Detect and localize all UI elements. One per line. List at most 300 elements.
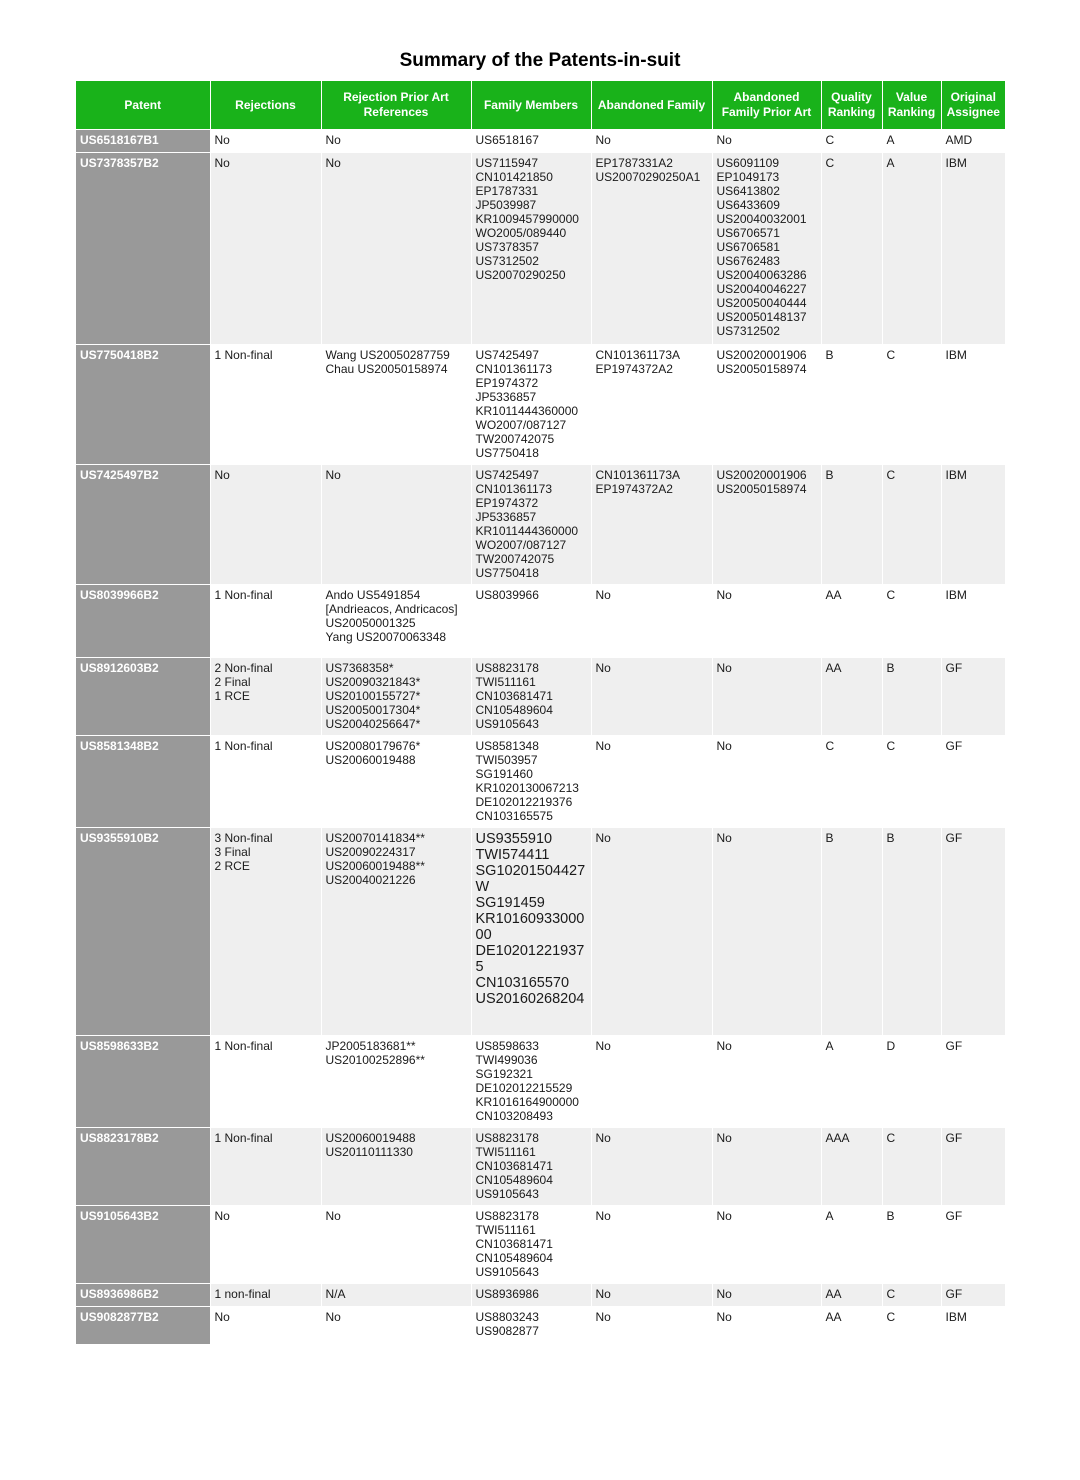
family-members-cell xyxy=(471,1128,591,1206)
assignee-cell xyxy=(941,1036,1005,1128)
value-ranking-cell xyxy=(882,345,941,465)
cell-line: US6433609 xyxy=(716,198,780,212)
cell-line: AA xyxy=(825,661,842,675)
cell-line: US8912603B2 xyxy=(80,661,159,675)
table-row xyxy=(76,1036,1005,1128)
header-original-assignee: Original Assignee xyxy=(941,81,1005,130)
cell-line: TWI503957 xyxy=(475,753,538,767)
table-row xyxy=(76,465,1005,585)
assignee-cell xyxy=(941,1128,1005,1206)
cell-line: US20050158974 xyxy=(716,362,807,376)
cell-line: US20090321843* xyxy=(325,675,421,689)
abandoned-family-cell xyxy=(591,345,712,465)
assignee-cell xyxy=(941,736,1005,828)
value-ranking-cell xyxy=(882,585,941,658)
cell-line: US20020001906 xyxy=(716,468,807,482)
cell-line: US7115947 xyxy=(475,156,538,170)
cell-line: C xyxy=(886,1287,896,1301)
cell-line: A xyxy=(825,1039,834,1053)
abandoned-family-cell xyxy=(591,153,712,345)
cell-line: B xyxy=(886,1209,895,1223)
abandoned-prior-art-cell xyxy=(712,1036,821,1128)
abandoned-prior-art-cell xyxy=(712,585,821,658)
family-members-cell xyxy=(471,1307,591,1344)
cell-line: US8581348B2 xyxy=(80,739,159,753)
cell-line: AA xyxy=(825,1287,842,1301)
cell-line: US20070141834** xyxy=(325,831,425,845)
cell-line: No xyxy=(325,1209,341,1223)
cell-line: EP1049173 xyxy=(716,170,780,184)
prior-art-cell xyxy=(321,658,471,736)
patent-number xyxy=(76,1206,210,1284)
cell-line: US7312502 xyxy=(475,254,539,268)
family-members-cell xyxy=(471,345,591,465)
cell-line: US20050040444 xyxy=(716,296,807,310)
cell-line: D xyxy=(886,1039,896,1053)
cell-line: US9105643 xyxy=(475,717,539,731)
cell-line: US8598633B2 xyxy=(80,1039,159,1053)
patent-number xyxy=(76,1128,210,1206)
family-members-cell xyxy=(471,465,591,585)
cell-line: SG192321 xyxy=(475,1067,533,1081)
cell-line: US7378357B2 xyxy=(80,156,159,170)
abandoned-family-cell xyxy=(591,828,712,1036)
cell-line: 1 Non-final xyxy=(214,348,273,362)
quality-ranking-cell xyxy=(821,1307,882,1344)
cell-line: Chau US20050158974 xyxy=(325,362,448,376)
prior-art-cell xyxy=(321,465,471,585)
prior-art-cell xyxy=(321,345,471,465)
cell-line: B xyxy=(886,661,895,675)
page-title: Summary of the Patents-in-suit xyxy=(399,50,681,71)
cell-line: CN101361173 xyxy=(475,362,553,376)
cell-line: CN101421850 xyxy=(475,170,553,184)
assignee-cell xyxy=(941,828,1005,1036)
cell-line: US6762483 xyxy=(716,254,780,268)
cell-line: SG10201504427W xyxy=(475,863,586,895)
cell-line: DE102012219375 xyxy=(475,943,585,975)
cell-line: GF xyxy=(945,831,963,845)
cell-line: 3 Non-final xyxy=(214,831,273,845)
cell-line: CN105489604 xyxy=(475,703,553,717)
cell-line: TWI499036 xyxy=(475,1053,538,1067)
cell-line: TWI511161 xyxy=(475,1145,536,1159)
cell-line: US7425497 xyxy=(475,468,539,482)
cell-line: DE102012215529 xyxy=(475,1081,573,1095)
cell-line: KR1011444360000 xyxy=(475,524,579,538)
cell-line: No xyxy=(214,133,230,147)
cell-line: US6706571 xyxy=(716,226,780,240)
cell-line: GF xyxy=(945,1039,963,1053)
patent-number xyxy=(76,465,210,585)
cell-line: SG191460 xyxy=(475,767,533,781)
family-members-cell xyxy=(471,828,591,1036)
abandoned-prior-art-cell xyxy=(712,153,821,345)
assignee-cell xyxy=(941,153,1005,345)
value-ranking-cell xyxy=(882,1206,941,1284)
cell-line: C xyxy=(886,468,896,482)
abandoned-prior-art-cell xyxy=(712,345,821,465)
cell-line: SG191459 xyxy=(475,895,545,911)
value-ranking-cell xyxy=(882,828,941,1036)
cell-line: US20100155727* xyxy=(325,689,421,703)
cell-line: US20040046227 xyxy=(716,282,807,296)
abandoned-family-cell xyxy=(591,130,712,153)
assignee-cell xyxy=(941,465,1005,585)
cell-line: No xyxy=(716,133,732,147)
prior-art-cell xyxy=(321,153,471,345)
cell-line: US6518167 xyxy=(475,133,539,147)
cell-line: Yang US20070063348 xyxy=(325,630,447,644)
header-family-members: Family Members xyxy=(471,81,591,130)
cell-line: No xyxy=(595,1310,611,1324)
cell-line: EP1974372A2 xyxy=(595,362,673,376)
header-value-ranking: Value Ranking xyxy=(882,81,941,130)
cell-line: US8039966B2 xyxy=(80,588,159,602)
cell-line: US20080179676* xyxy=(325,739,421,753)
rejections-cell xyxy=(210,1284,321,1307)
header-prior-art: Rejection Prior Art References xyxy=(321,81,471,130)
cell-line: GF xyxy=(945,1131,963,1145)
assignee-cell xyxy=(941,1307,1005,1344)
cell-line: No xyxy=(716,661,732,675)
cell-line: IBM xyxy=(945,348,967,362)
cell-line: KR1016164900000 xyxy=(475,1095,579,1109)
cell-line: US9105643 xyxy=(475,1265,539,1279)
cell-line: AMD xyxy=(945,133,973,147)
cell-line: C xyxy=(825,156,835,170)
cell-line: US20060019488 xyxy=(325,1131,416,1145)
patent-number xyxy=(76,736,210,828)
cell-line: C xyxy=(886,1131,896,1145)
quality-ranking-cell xyxy=(821,153,882,345)
table-row xyxy=(76,658,1005,736)
rejections-cell xyxy=(210,828,321,1036)
cell-line: CN101361173A xyxy=(595,348,681,362)
cell-line: No xyxy=(716,739,732,753)
cell-line: EP1974372 xyxy=(475,496,539,510)
cell-line: US8823178 xyxy=(475,661,539,675)
prior-art-cell xyxy=(321,736,471,828)
cell-line: US6518167B1 xyxy=(80,133,159,147)
table-row xyxy=(76,1307,1005,1344)
patents-table xyxy=(76,81,1006,1344)
cell-line: TWI511161 xyxy=(475,1223,536,1237)
cell-line: US6091109 xyxy=(716,156,779,170)
cell-line: CN103165575 xyxy=(475,809,553,823)
patent-number xyxy=(76,658,210,736)
cell-line: US7368358* xyxy=(325,661,394,675)
cell-line: US7425497 xyxy=(475,348,539,362)
header-row xyxy=(76,81,1005,130)
cell-line: US7750418B2 xyxy=(80,348,159,362)
cell-line: CN103681471 xyxy=(475,1237,553,1251)
cell-line: 2 RCE xyxy=(214,859,250,873)
cell-line: EP1974372A2 xyxy=(595,482,673,496)
cell-line: US20040032001 xyxy=(716,212,807,226)
cell-line: US20090224317 xyxy=(325,845,416,859)
table-row xyxy=(76,130,1005,153)
rejections-cell xyxy=(210,585,321,658)
cell-line: C xyxy=(886,588,896,602)
cell-line: IBM xyxy=(945,1310,967,1324)
table-row xyxy=(76,1284,1005,1307)
abandoned-prior-art-cell xyxy=(712,1128,821,1206)
cell-line: US20020001906 xyxy=(716,348,807,362)
quality-ranking-cell xyxy=(821,1036,882,1128)
cell-line: US6706581 xyxy=(716,240,780,254)
rejections-cell xyxy=(210,345,321,465)
patent-number xyxy=(76,1284,210,1307)
cell-line: IBM xyxy=(945,588,967,602)
cell-line: N/A xyxy=(325,1287,346,1301)
table-row xyxy=(76,345,1005,465)
patent-number xyxy=(76,585,210,658)
cell-line: US7378357 xyxy=(475,240,539,254)
rejections-cell xyxy=(210,1128,321,1206)
header-patent: Patent xyxy=(76,81,210,130)
abandoned-family-cell xyxy=(591,1284,712,1307)
value-ranking-cell xyxy=(882,1284,941,1307)
cell-line: No xyxy=(325,1310,341,1324)
abandoned-family-cell xyxy=(591,736,712,828)
quality-ranking-cell xyxy=(821,736,882,828)
cell-line: EP1787331 xyxy=(475,184,539,198)
value-ranking-cell xyxy=(882,1128,941,1206)
cell-line: No xyxy=(214,1209,230,1223)
cell-line: 2 Non-final xyxy=(214,661,273,675)
cell-line: US8598633 xyxy=(475,1039,539,1053)
cell-line: US20040256647* xyxy=(325,717,421,731)
table-row xyxy=(76,153,1005,345)
abandoned-family-cell xyxy=(591,1128,712,1206)
family-members-cell xyxy=(471,130,591,153)
cell-line: EP1787331A2 xyxy=(595,156,673,170)
cell-line: TWI574411 xyxy=(475,847,550,863)
header-rejections: Rejections xyxy=(210,81,321,130)
cell-line: No xyxy=(214,468,230,482)
cell-line: JP5336857 xyxy=(475,510,537,524)
cell-line: US20050001325 xyxy=(325,616,416,630)
cell-line: A xyxy=(886,133,895,147)
cell-line: B xyxy=(825,348,834,362)
cell-line: 1 RCE xyxy=(214,689,250,703)
cell-line: B xyxy=(886,831,895,845)
prior-art-cell xyxy=(321,1206,471,1284)
cell-line: No xyxy=(325,133,341,147)
cell-line: US20100252896** xyxy=(325,1053,425,1067)
cell-line: TWI511161 xyxy=(475,675,536,689)
value-ranking-cell xyxy=(882,465,941,585)
family-members-cell xyxy=(471,1284,591,1307)
quality-ranking-cell xyxy=(821,1206,882,1284)
cell-line: IBM xyxy=(945,468,967,482)
cell-line: No xyxy=(595,133,611,147)
cell-line: C xyxy=(825,133,835,147)
abandoned-prior-art-cell xyxy=(712,1307,821,1344)
value-ranking-cell xyxy=(882,1036,941,1128)
cell-line: B xyxy=(825,468,834,482)
cell-line: US7750418 xyxy=(475,446,539,460)
cell-line: Ando US5491854 xyxy=(325,588,421,602)
table-row xyxy=(76,736,1005,828)
cell-line: Wang US20050287759 xyxy=(325,348,450,362)
cell-line: No xyxy=(595,1039,611,1053)
cell-line: JP5039987 xyxy=(475,198,537,212)
cell-line: US20060019488 xyxy=(325,753,416,767)
rejections-cell xyxy=(210,153,321,345)
table-row xyxy=(76,828,1005,1036)
cell-line: US20110111330 xyxy=(325,1145,413,1159)
cell-line: KR1020130067213 xyxy=(475,781,579,795)
abandoned-family-cell xyxy=(591,1307,712,1344)
abandoned-prior-art-cell xyxy=(712,465,821,585)
cell-line: US8936986 xyxy=(475,1287,539,1301)
cell-line: KR1009457990000 xyxy=(475,212,579,226)
prior-art-cell xyxy=(321,130,471,153)
table-row xyxy=(76,585,1005,658)
cell-line: CN103681471 xyxy=(475,689,553,703)
cell-line: US9082877 xyxy=(475,1324,539,1338)
abandoned-family-cell xyxy=(591,585,712,658)
abandoned-family-cell xyxy=(591,1206,712,1284)
abandoned-family-cell xyxy=(591,658,712,736)
abandoned-family-cell xyxy=(591,1036,712,1128)
rejections-cell xyxy=(210,1206,321,1284)
cell-line: US20050148137 xyxy=(716,310,807,324)
cell-line: No xyxy=(595,1131,611,1145)
patent-number xyxy=(76,1036,210,1128)
cell-line: US8039966 xyxy=(475,588,539,602)
abandoned-family-cell xyxy=(591,465,712,585)
cell-line: DE102012219376 xyxy=(475,795,573,809)
quality-ranking-cell xyxy=(821,585,882,658)
cell-line: US7750418 xyxy=(475,566,539,580)
cell-line: CN101361173 xyxy=(475,482,553,496)
abandoned-prior-art-cell xyxy=(712,658,821,736)
assignee-cell xyxy=(941,1206,1005,1284)
cell-line: AA xyxy=(825,588,842,602)
cell-line: CN103165570 xyxy=(475,975,570,991)
cell-line: US9082877B2 xyxy=(80,1310,159,1324)
prior-art-cell xyxy=(321,828,471,1036)
patent-number xyxy=(76,345,210,465)
assignee-cell xyxy=(941,1284,1005,1307)
cell-line: US9105643B2 xyxy=(80,1209,159,1223)
cell-line: No xyxy=(595,588,611,602)
header-abandoned-family: Abandoned Family xyxy=(591,81,712,130)
cell-line: KR1016093300000 xyxy=(475,911,585,943)
cell-line: GF xyxy=(945,1287,963,1301)
abandoned-prior-art-cell xyxy=(712,736,821,828)
cell-line: C xyxy=(886,348,896,362)
quality-ranking-cell xyxy=(821,130,882,153)
rejections-cell xyxy=(210,1036,321,1128)
prior-art-cell xyxy=(321,585,471,658)
value-ranking-cell xyxy=(882,130,941,153)
cell-line: CN101361173A xyxy=(595,468,681,482)
cell-line: No xyxy=(214,156,230,170)
family-members-cell xyxy=(471,1206,591,1284)
table-row xyxy=(76,1128,1005,1206)
quality-ranking-cell xyxy=(821,658,882,736)
quality-ranking-cell xyxy=(821,345,882,465)
assignee-cell xyxy=(941,585,1005,658)
cell-line: US20040063286 xyxy=(716,268,807,282)
cell-line: 3 Final xyxy=(214,845,251,859)
family-members-cell xyxy=(471,153,591,345)
rejections-cell xyxy=(210,658,321,736)
cell-line: No xyxy=(716,1310,732,1324)
cell-line: No xyxy=(716,1209,732,1223)
abandoned-prior-art-cell xyxy=(712,828,821,1036)
cell-line: WO2007/087127 xyxy=(475,538,567,552)
rejections-cell xyxy=(210,736,321,828)
cell-line: US8823178 xyxy=(475,1209,539,1223)
cell-line: No xyxy=(214,1310,230,1324)
cell-line: US8803243 xyxy=(475,1310,539,1324)
cell-line: GF xyxy=(945,661,963,675)
cell-line: GF xyxy=(945,1209,963,1223)
cell-line: TW200742075 xyxy=(475,552,555,566)
cell-line: CN105489604 xyxy=(475,1251,553,1265)
cell-line: WO2007/087127 xyxy=(475,418,567,432)
prior-art-cell xyxy=(321,1128,471,1206)
cell-line: WO2005/089440 xyxy=(475,226,567,240)
cell-line: JP5336857 xyxy=(475,390,537,404)
cell-line: US7312502 xyxy=(716,324,780,338)
value-ranking-cell xyxy=(882,153,941,345)
cell-line: No xyxy=(595,1209,611,1223)
cell-line: No xyxy=(716,831,732,845)
cell-line: US20060019488** xyxy=(325,859,425,873)
cell-line: GF xyxy=(945,739,963,753)
cell-line: US20070290250 xyxy=(475,268,566,282)
cell-line: No xyxy=(325,156,341,170)
cell-line: JP2005183681** xyxy=(325,1039,416,1053)
cell-line: CN103208493 xyxy=(475,1109,553,1123)
prior-art-cell xyxy=(321,1307,471,1344)
patent-number xyxy=(76,1307,210,1344)
cell-line: C xyxy=(825,739,835,753)
quality-ranking-cell xyxy=(821,1128,882,1206)
patent-number xyxy=(76,828,210,1036)
family-members-cell xyxy=(471,585,591,658)
cell-line: US9355910B2 xyxy=(80,831,159,845)
cell-line: No xyxy=(595,1287,611,1301)
cell-line: TW200742075 xyxy=(475,432,555,446)
cell-line: US20050017304* xyxy=(325,703,421,717)
assignee-cell xyxy=(941,658,1005,736)
rejections-cell xyxy=(210,465,321,585)
cell-line: C xyxy=(886,739,896,753)
prior-art-cell xyxy=(321,1036,471,1128)
cell-line: IBM xyxy=(945,156,967,170)
assignee-cell xyxy=(941,130,1005,153)
cell-line: 1 Non-final xyxy=(214,588,273,602)
family-members-cell xyxy=(471,1036,591,1128)
cell-line: US20040021226 xyxy=(325,873,416,887)
cell-line: 1 Non-final xyxy=(214,739,273,753)
cell-line: B xyxy=(825,831,834,845)
patent-number xyxy=(76,153,210,345)
rejections-cell xyxy=(210,1307,321,1344)
cell-line: No xyxy=(716,1131,732,1145)
cell-line: US20160268204 xyxy=(475,991,585,1007)
cell-line: EP1974372 xyxy=(475,376,539,390)
cell-line: KR1011444360000 xyxy=(475,404,579,418)
cell-line: No xyxy=(595,661,611,675)
